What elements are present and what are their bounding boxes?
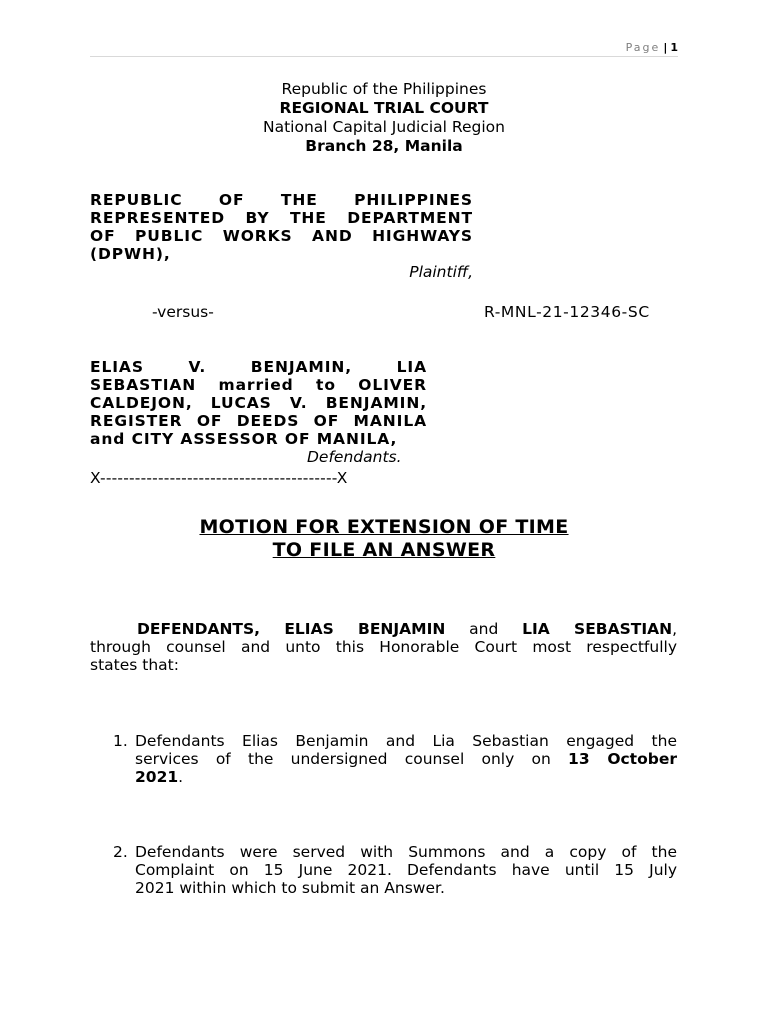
plaintiff-name-line: OF PUBLIC WORKS AND HIGHWAYS — [90, 227, 473, 245]
item-number: 2. — [113, 843, 128, 861]
motion-title-line: MOTION FOR EXTENSION OF TIME — [199, 516, 569, 538]
versus-label: -versus- — [152, 303, 214, 321]
intro-line — [90, 620, 677, 638]
item-date-bold: 13 October — [568, 750, 677, 768]
header-rule — [90, 56, 678, 57]
item-text-run: . — [178, 768, 184, 786]
plaintiff-name-line: REPUBLIC OF THE PHILIPPINES — [90, 191, 473, 209]
page-separator: | — [663, 41, 668, 54]
intro-paragraph — [90, 620, 677, 674]
intro-line: through counsel and unto this Honorable Court most respectfully — [90, 638, 677, 656]
court-heading — [90, 80, 678, 156]
item-line — [135, 750, 677, 768]
defendant-role: Defendants. — [307, 448, 402, 466]
item-year-bold: 2021 — [135, 768, 179, 786]
item-line: Complaint on 15 June 2021. Defendants have until 15 July — [135, 861, 677, 879]
defendant-name-line: ELIAS V. BENJAMIN, LIA — [90, 358, 427, 376]
court-line-branch: Branch 28, Manila — [305, 137, 463, 155]
page-label: Page — [625, 41, 661, 54]
item-number: 1. — [113, 732, 128, 750]
defendant-name-line: REGISTER OF DEEDS OF MANILA — [90, 412, 427, 430]
intro-line: states that: — [90, 656, 179, 674]
item-line: 2021 within which to submit an Answer. — [135, 879, 445, 897]
defendant-name-line: SEBASTIAN married to OLIVER — [90, 376, 427, 394]
court-line-republic: Republic of the Philippines — [281, 80, 487, 98]
numbered-item — [113, 843, 677, 897]
motion-title — [90, 516, 678, 562]
item-line: Defendants Elias Benjamin and Lia Sebastian engaged the — [135, 732, 677, 750]
intro-comma: , — [672, 620, 678, 638]
plaintiff-name — [90, 191, 473, 263]
motion-title-line: TO FILE AN ANSWER — [272, 539, 496, 561]
defendant-names — [90, 358, 427, 448]
plaintiff-name-line: (DPWH), — [90, 245, 171, 263]
plaintiff-role: Plaintiff, — [409, 263, 473, 281]
defendant-name-line: and CITY ASSESSOR OF MANILA, — [90, 430, 398, 448]
defendants-names-bold: DEFENDANTS, ELIAS BENJAMIN — [137, 620, 446, 638]
court-line-region: National Capital Judicial Region — [263, 118, 505, 136]
page-header — [626, 39, 678, 57]
intro-conjunction: and — [445, 620, 523, 638]
court-line-rtc: REGIONAL TRIAL COURT — [279, 99, 489, 117]
plaintiff-name-line: REPRESENTED BY THE DEPARTMENT — [90, 209, 473, 227]
item-text — [135, 843, 677, 897]
defendant-name-line: CALDEJON, LUCAS V. BENJAMIN, — [90, 394, 427, 412]
item-line — [135, 768, 677, 786]
item-line: Defendants were served with Summons and a copy of the — [135, 843, 677, 861]
defendant-caption — [90, 358, 427, 466]
plaintiff-caption — [90, 191, 473, 281]
item-text — [135, 732, 677, 786]
defendant-name-bold: LIA SEBASTIAN — [522, 620, 673, 638]
case-number: R-MNL-21-12346-SC — [484, 303, 650, 321]
numbered-item — [113, 732, 677, 786]
page-number: 1 — [670, 41, 678, 54]
item-text-run: services of the undersigned counsel only on — [135, 750, 569, 768]
caption-divider: X-----------------------------------------X — [90, 469, 348, 487]
